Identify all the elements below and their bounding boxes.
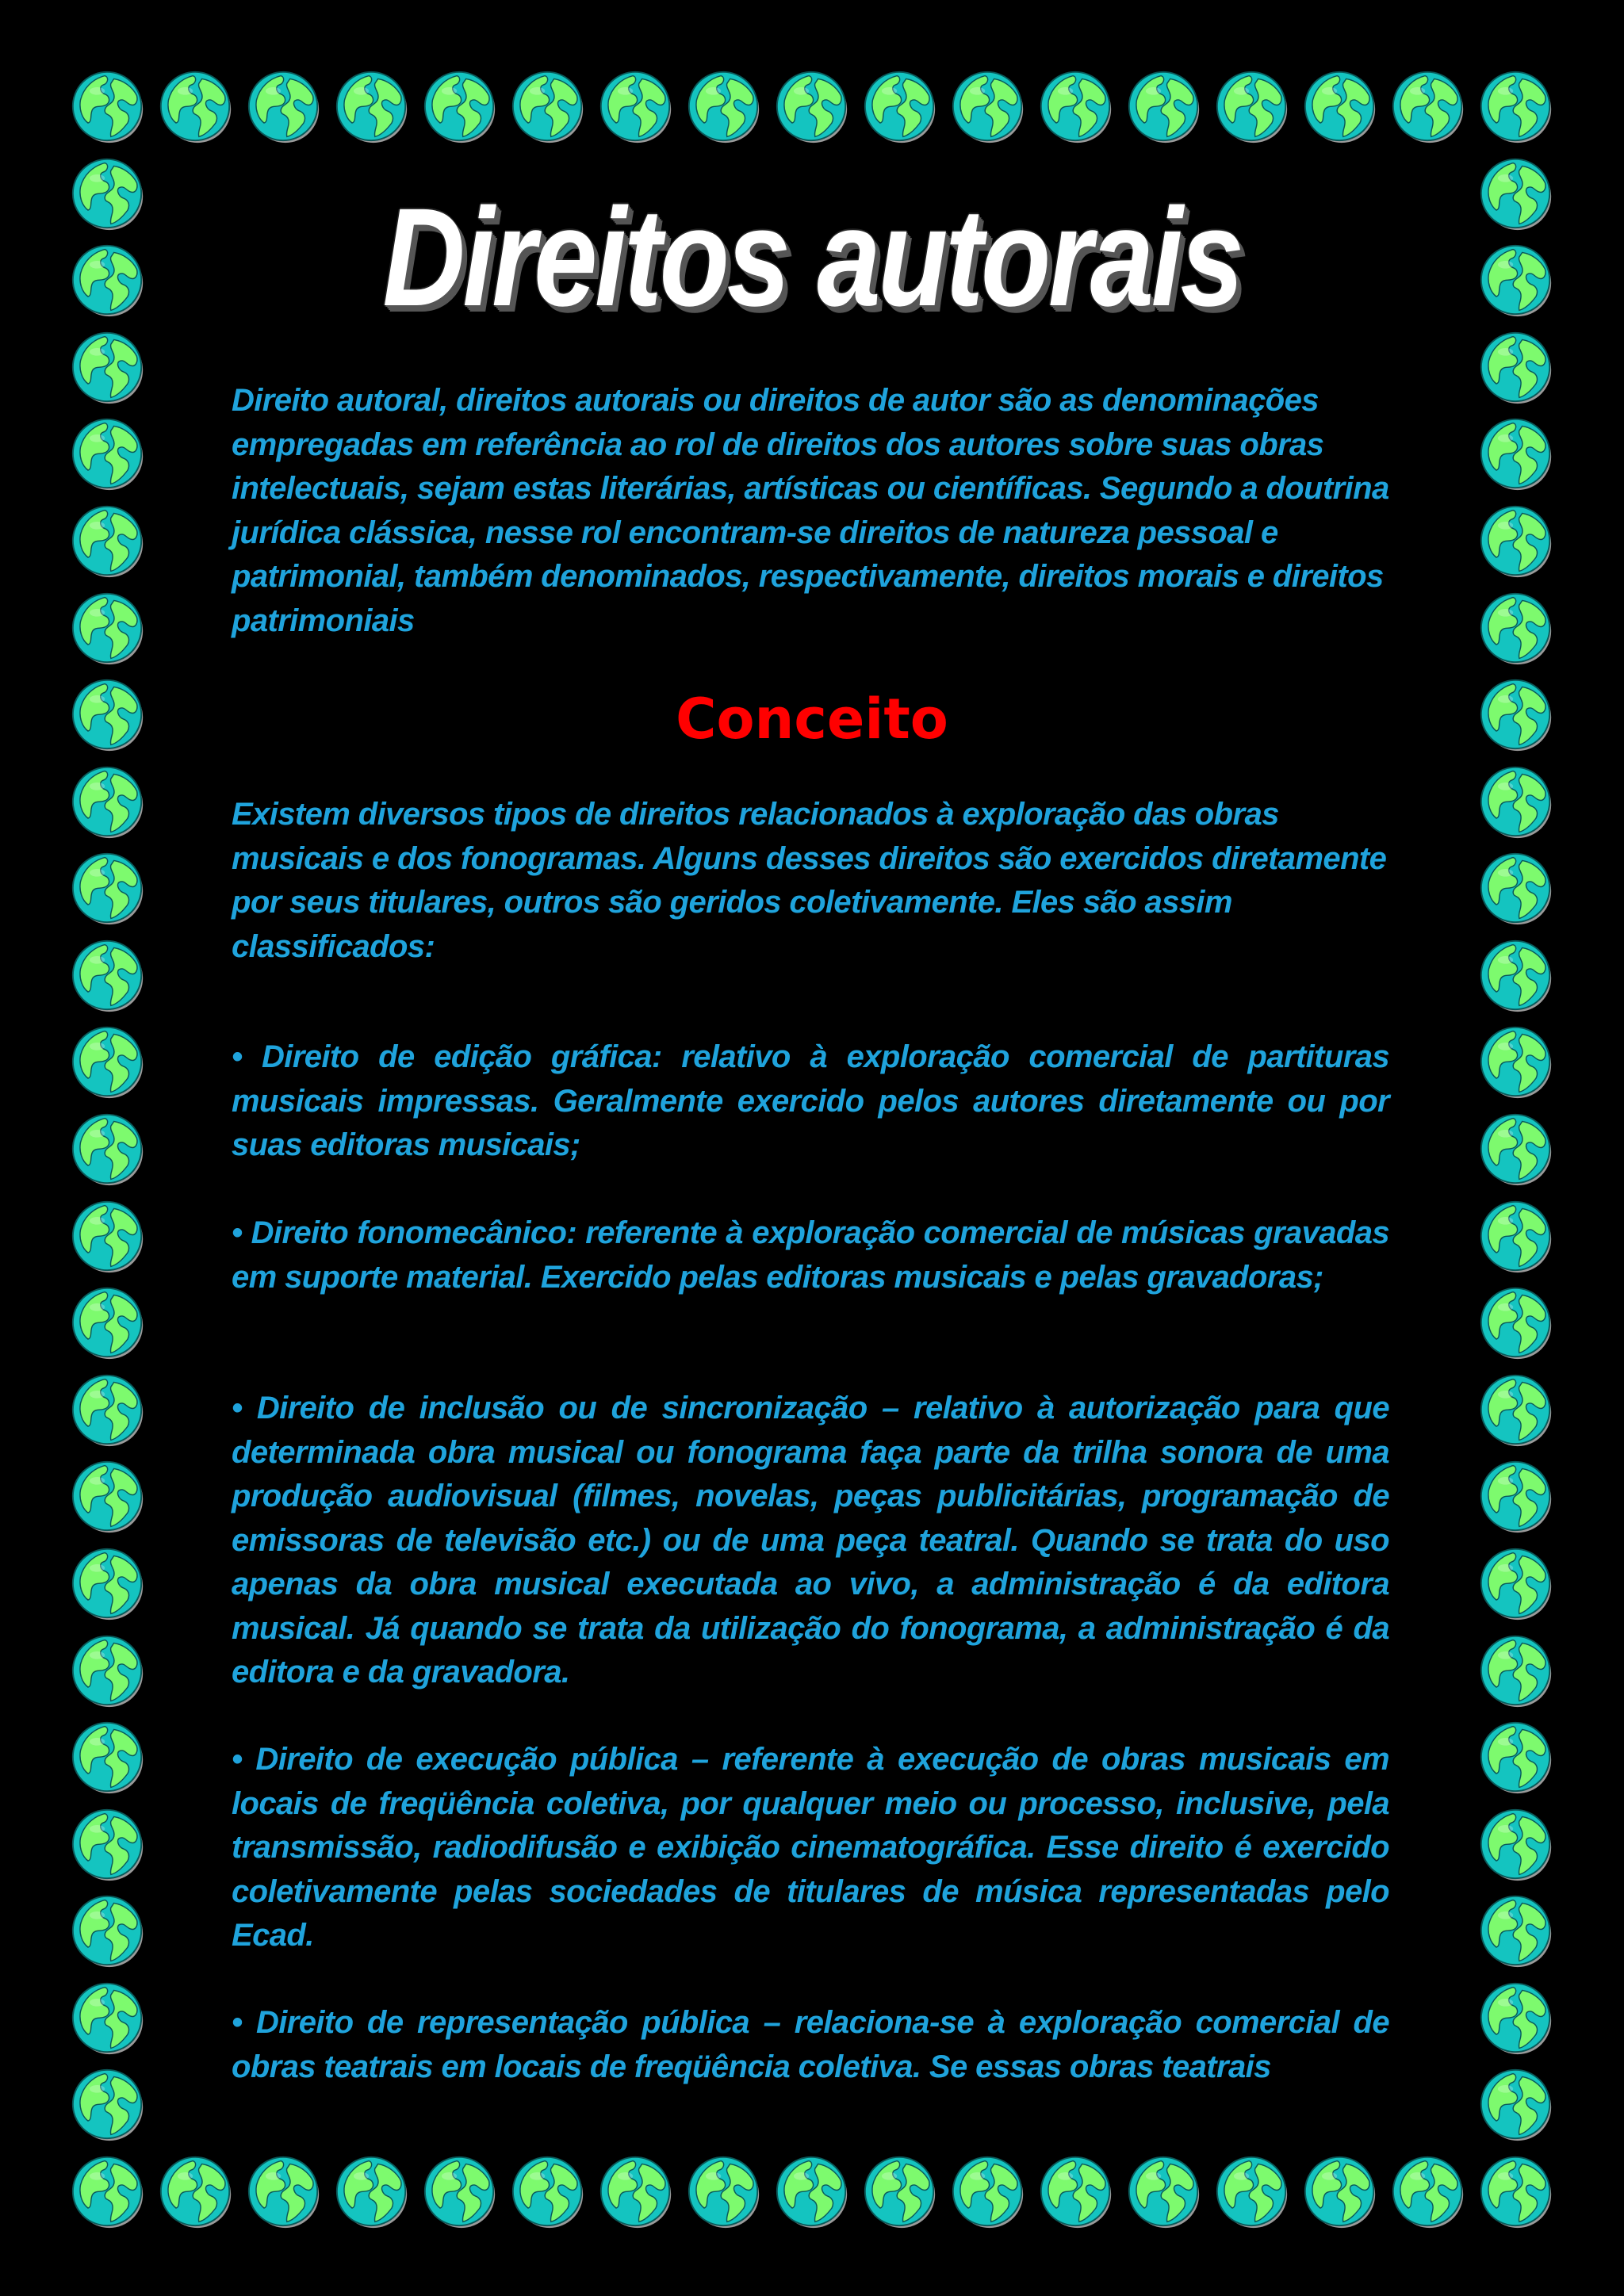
globe-icon: [1302, 68, 1378, 144]
globe-icon: [1478, 1372, 1554, 1448]
globe-icon: [1214, 2153, 1290, 2229]
globe-icon: [1478, 1111, 1554, 1187]
globe-icon: [1302, 2153, 1378, 2229]
globe-icon: [70, 1458, 146, 1534]
bullet-fonomecanico: • Direito fonomecânico: referente à exploração comercial de músicas gravadas em suporte material. Exercido pelas editoras musicais e pelas gravadoras;: [232, 1215, 1389, 1295]
globe-icon: [158, 2153, 234, 2229]
globe-icon: [686, 2153, 762, 2229]
globe-icon: [950, 68, 1026, 144]
globe-icon: [1038, 68, 1114, 144]
globe-icon: [1478, 1719, 1554, 1795]
globe-icon: [1478, 503, 1554, 579]
globe-icon: [334, 2153, 410, 2229]
globe-icon: [1478, 1198, 1554, 1274]
globe-icon: [1390, 2153, 1466, 2229]
globe-icon: [70, 1024, 146, 1100]
globe-icon: [70, 1892, 146, 1969]
globe-icon: [70, 68, 146, 144]
globe-icon: [598, 68, 674, 144]
globe-icon: [1126, 68, 1202, 144]
globe-icon: [70, 1719, 146, 1795]
globe-icon: [70, 1806, 146, 1882]
globe-icon: [510, 2153, 586, 2229]
globe-icon: [70, 155, 146, 232]
globe-icon: [510, 68, 586, 144]
globe-icon: [1214, 68, 1290, 144]
concept-intro-paragraph: Existem diversos tipos de direitos relacionados à exploração das obras musicais e dos fonogramas. Alguns desses direitos são exercidos diretamente por seus titulares, outros são geridos coletivamente. Eles são assim classificados:: [232, 797, 1387, 964]
bullet-representacao-publica: • Direito de representação pública – relaciona-se à exploração comercial de obras teatrais em locais de freqüência coletiva. Se essas obras teatrais: [232, 2005, 1389, 2084]
globe-icon: [1478, 1545, 1554, 1621]
globe-icon: [1478, 2153, 1554, 2229]
globe-icon: [70, 1372, 146, 1448]
globe-icon: [1478, 68, 1554, 144]
globe-icon: [422, 2153, 498, 2229]
globe-icon: [70, 590, 146, 666]
globe-icon: [1478, 155, 1554, 232]
intro-paragraph: Direito autoral, direitos autorais ou direitos de autor são as denominações empregadas em referência ao rol de direitos dos autores sobre suas obras intelectuais, sejam estas literárias, artísticas ou científicas. Segundo a doutrina jurídica clássica, nesse rol encontram-se direitos de natureza pessoal e patrimonial, também denominados, respectivamente, direitos morais e direitos patrimoniais: [232, 383, 1389, 638]
globe-icon: [70, 415, 146, 492]
globe-icon: [1478, 1284, 1554, 1360]
bullet-execucao-publica: • Direito de execução pública – referente à execução de obras musicais em locais de freqüência coletiva, por qualquer meio ou processo, inclusive, pela transmissão, radiodifusão e exibição cinematográfica. Esse direito é exercido coletivamente pelas sociedades de titulares de música representadas pelo Ecad.: [232, 1742, 1389, 1953]
globe-icon: [1478, 329, 1554, 405]
globe-icon: [70, 2153, 146, 2229]
globe-icon: [1478, 1458, 1554, 1534]
globe-icon: [70, 937, 146, 1013]
globe-icon: [70, 1111, 146, 1187]
globe-icon: [246, 2153, 322, 2229]
globe-icon: [862, 68, 938, 144]
bullet-inclusao-sincronizacao: • Direito de inclusão ou de sincronização – relativo à autorização para que determinada obra musical ou fonograma faça parte da trilha sonora de uma produção audiovisual (filmes, novelas, peças publicitárias, programação de emissoras de televisão etc.) ou de uma peça teatral. Quando se trata do uso apenas da obra musical executada ao vivo, a administração é da editora musical. Já quando se trata da utilização do fonograma, a administração é da editora e da gravadora.: [232, 1391, 1389, 1689]
globe-icon: [862, 2153, 938, 2229]
globe-icon: [598, 2153, 674, 2229]
globe-icon: [70, 1198, 146, 1274]
globe-icon: [246, 68, 322, 144]
globe-icon: [70, 2066, 146, 2142]
page-title: Direitos autorais: [382, 180, 1242, 335]
globe-icon: [1478, 1892, 1554, 1969]
globe-icon: [70, 503, 146, 579]
globe-icon: [1478, 590, 1554, 666]
globe-icon: [70, 850, 146, 926]
globe-icon: [1478, 1632, 1554, 1709]
globe-icon: [70, 329, 146, 405]
globe-icon: [1126, 2153, 1202, 2229]
globe-icon: [334, 68, 410, 144]
globe-icon: [1478, 1980, 1554, 2056]
globe-icon: [1478, 850, 1554, 926]
globe-icon: [774, 2153, 850, 2229]
globe-icon: [774, 68, 850, 144]
globe-icon: [422, 68, 498, 144]
globe-icon: [1390, 68, 1466, 144]
globe-icon: [950, 2153, 1026, 2229]
globe-icon: [1478, 1024, 1554, 1100]
globe-icon: [70, 763, 146, 840]
bullet-edicao-grafica: • Direito de edição gráfica: relativo à exploração comercial de partituras musicais impressas. Geralmente exercido pelos autores diretamente ou por suas editoras musicais;: [232, 1039, 1389, 1162]
globe-icon: [686, 68, 762, 144]
globe-icon: [70, 242, 146, 318]
globe-icon: [1478, 2066, 1554, 2142]
globe-icon: [70, 1545, 146, 1621]
section-heading-conceito: Conceito: [676, 687, 948, 752]
globe-icon: [1478, 1806, 1554, 1882]
globe-icon: [1478, 242, 1554, 318]
globe-icon: [70, 1284, 146, 1360]
globe-icon: [1038, 2153, 1114, 2229]
globe-icon: [70, 1632, 146, 1709]
globe-icon: [1478, 763, 1554, 840]
globe-icon: [158, 68, 234, 144]
globe-icon: [1478, 937, 1554, 1013]
globe-icon: [1478, 415, 1554, 492]
globe-icon: [70, 1980, 146, 2056]
